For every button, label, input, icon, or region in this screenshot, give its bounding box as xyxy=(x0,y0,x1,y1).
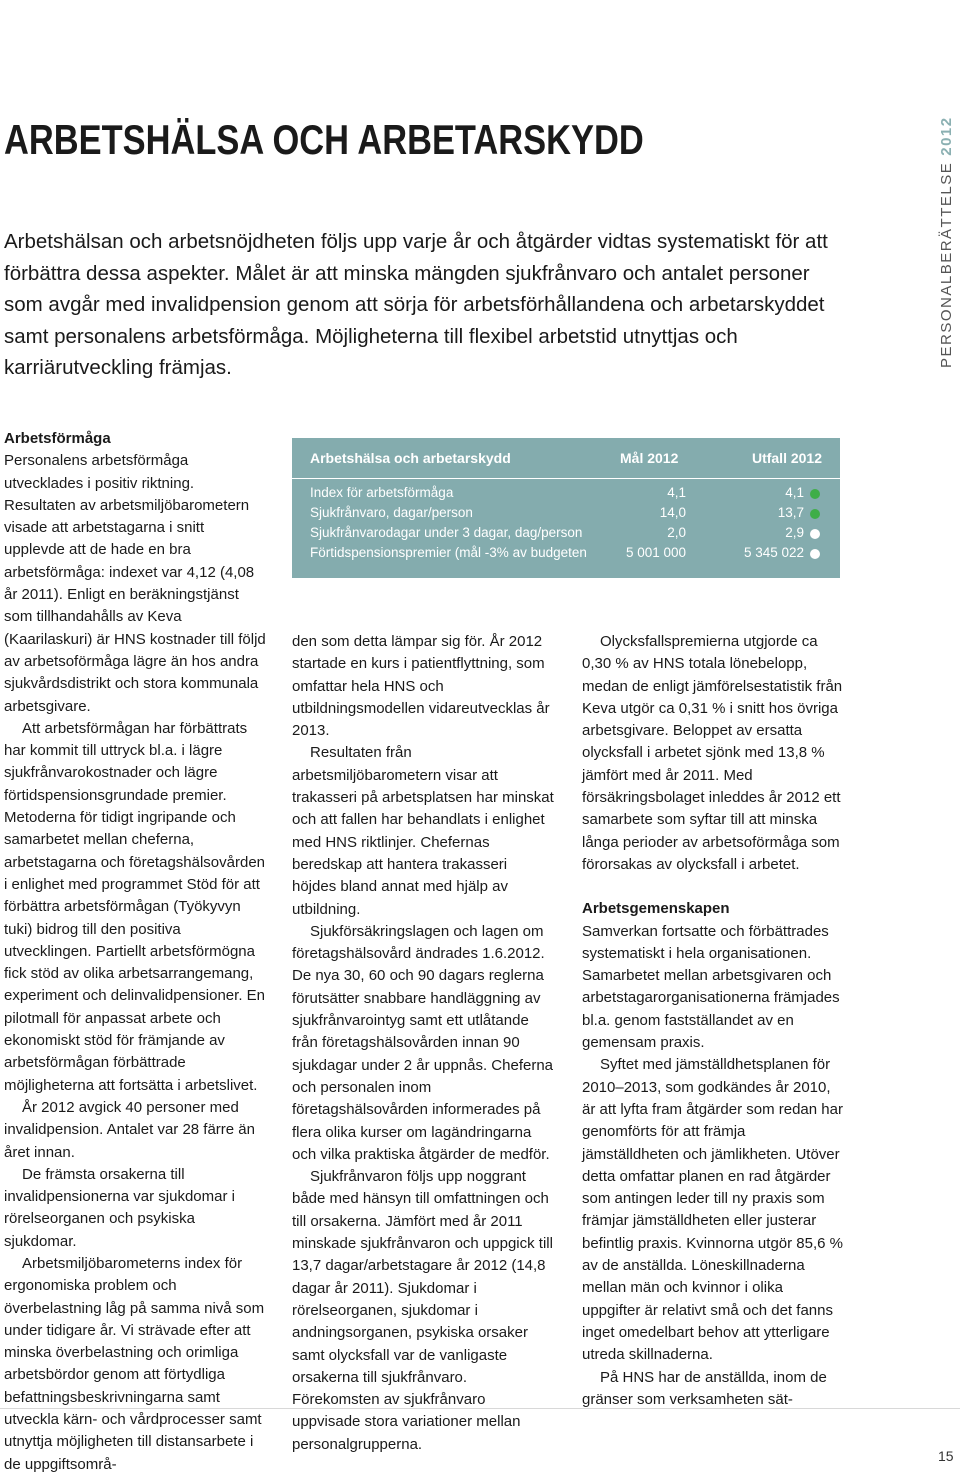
header-goal: Mål 2012 xyxy=(620,450,679,466)
paragraph: Sjukfrånvaron följs upp noggrant både med hänsyn till omfattningen och till orsakerna. Jämfört med år 2011 minskade sjukfrånvaron och uppgick till 13,7 dagar/arbetstagare år 2012 (14,8 dagar år 2011). Sjukdomar i rörelseorganen, sjukdomar i andningsorganen, psykiska orsaker samt olycksfall var de vanligaste orsakerna till sjukfrånvaro. Förekomsten av sjukfrånvaro uppvisade stora variationer mellan personalgrupperna. xyxy=(292,1168,553,1453)
paragraph: Att arbetsförmågan har förbättrats har kommit till uttryck bl.a. i lägre sjukfrånvarokostnader och lägre förtidspensionsgrundade premier. Metoderna för tidigt ingripande och samarbetet mellan cheferna, arbetstagarna och företagshälsovården i enlighet med programmet Stöd för att förbättra arbetsförmågan (Työkyvyn tuki) bidrog till den positiva utvecklingen. Partiellt arbetsförmögna fick stöd av olika arbetsarrangemang, experiment och delinvalidpensioner. En pilotmall för anpassat arbete och ekonomiskt stöd för främjande av arbetsförmågan förbättrade möjligheterna att fortsätta i arbetslivet. xyxy=(4,719,266,1094)
paragraph: Personalens arbetsförmåga utvecklades i positiv riktning. Resultaten av arbetsmiljöbarometern visade att arbetstagarna i snitt upplevde att de hade en bra arbetsförmåga: indexet var 4,12 (4,08 år 2011). Enligt en beräkningstjänst som tillhandahålls av Keva (Kaarilaskuri) är HNS kostnader till följd av arbetsoförmåga lägre än hos andra sjukvårdsdistrikt och stora kommunala arbetsgivare. xyxy=(4,452,266,715)
row-goal: 5 001 000 xyxy=(625,545,686,560)
paragraph: De främsta orsakerna till invalidpensionerna var sjukdomar i rörelseorganen och psykiska sjukdomar. xyxy=(4,1165,235,1250)
row-goal: 2,0 xyxy=(667,525,686,540)
kpi-row xyxy=(292,485,840,505)
kpi-row xyxy=(292,525,840,545)
row-goal: 14,0 xyxy=(659,505,686,520)
paragraph: Arbetsmiljöbarometerns index för ergonomiska problem och överbelastning låg på samma nivå som under tidigare år. Vi strävade efter att minska överbelastning och orimliga arbetsbördor genom att förtydliga befattningsbeskrivningarna samt utveckla kärn- och vårdprocesser samt utnyttja möjligheten till distansarbete i de uppgiftsområ- xyxy=(4,1254,265,1473)
side-label xyxy=(936,116,958,368)
kpi-row xyxy=(292,505,840,525)
header-label: Arbetshälsa och arbetarskydd xyxy=(310,450,511,466)
paragraph: Samverkan fortsatte och förbättrades systematiskt i hela organisationen. Samarbetet mellan arbetsgivaren och arbetstagarorganisationerna främjades bl.a. genom fastställandet av en gemensam praxis. xyxy=(582,922,840,1052)
side-label-year: 2012 xyxy=(938,116,955,156)
kpi-table xyxy=(292,438,840,578)
paragraph: Syftet med jämställdhetsplanen för 2010–2013, som godkändes år 2010, är att lyfta fram åtgärder som redan har genomförts för att främja jämställdheten och jämlikheten. Utöver detta omfattar planen en rad åtgärder som antingen leder till ny praxis som främjar jämställdheten eller justerar befintlig praxis. Kvinnorna utgör 85,6 % av de anställda. Löneskillnaderna mellan män och kvinnor i olika uppgifter är relativt små och det fanns inget omedelbart behov att ytterligare utreda skillnaderna. xyxy=(582,1056,843,1364)
row-outcome: 5 345 022 xyxy=(743,545,804,560)
paragraph: Olycksfallspremierna utgjorde ca 0,30 % av HNS totala lönebelopp, medan de enligt jämförelsestatistik från Keva utgör ca 0,31 % i snitt hos övriga arbetsgivare. Beloppet av ersatta olycksfall i arbetet sjönk med 13,8 % jämfört med år 2011. Med försäkringsbolaget inleddes år 2012 ett samarbete som syftar till att minska långa perioder av arbetsoförmåga som förorsakas av olycksfall i arbetet. xyxy=(582,633,843,873)
row-label: Sjukfrånvaro, dagar/person xyxy=(310,505,473,520)
page-number: 15 xyxy=(938,1448,954,1464)
row-outcome: 4,1 xyxy=(785,485,804,500)
lead-paragraph: Arbetshälsan och arbetsnöjdheten följs upp varje år och åtgärder vidtas systematiskt för att förbättra dessa aspekter. Målet är att minska mängden sjukfrånvaro och antalet personer som avgår med invalidpension genom att sörja för arbetsförhållandena och arbetarskyddet samt personalens arbetsförmåga. Möjligheterna till flexibel arbetstid utnyttjas och karriärutveckling främjas. xyxy=(4,230,828,379)
status-dot-icon xyxy=(810,529,820,539)
column-2 xyxy=(292,631,554,1456)
side-label-text: PERSONALBERÄTTELSE xyxy=(938,161,955,368)
paragraph: Resultaten från arbetsmiljöbarometern visar att trakasseri på arbetsplatsen har minskat och att fallen har behandlats i enlighet med HNS riktlinjer. Chefernas beredskap att hantera trakasseri höjdes bland annat med hjälp av utbildning. xyxy=(292,744,554,918)
row-goal: 4,1 xyxy=(667,485,686,500)
paragraph: den som detta lämpar sig för. År 2012 startade en kurs i patientflyttning, som omfattar hela HNS och utbildningsmodellen vidareutvecklas år 2013. xyxy=(292,633,550,740)
status-dot-icon xyxy=(810,489,820,499)
paragraph: Sjukförsäkringslagen och lagen om företagshälsovård ändrades 1.6.2012. De nya 30, 60 och 90 dagars reglerna förutsätter snabbare handläggning av sjukfrånvarointyg samt ett utlåtande från företagshälsovården innan 90 sjukdagar under 2 år uppnås. Cheferna och personalen inom företagshälsovården informerades på flera olika kurser om lagändringarna och vilka praktiska åtgärder de medför. xyxy=(292,922,554,1163)
row-outcome: 2,9 xyxy=(785,525,804,540)
footer-divider xyxy=(0,1408,960,1409)
column-3 xyxy=(582,631,844,1411)
status-dot-icon xyxy=(810,509,820,519)
kpi-table-header xyxy=(292,438,840,479)
paragraph: År 2012 avgick 40 personer med invalidpension. Antalet var 28 färre än året innan. xyxy=(4,1098,255,1161)
section-heading-arbetsformaga: Arbetsförmåga xyxy=(4,430,111,447)
status-dot-icon xyxy=(810,549,820,559)
paragraph: På HNS har de anställda, inom de gränser som verksamheten sät- xyxy=(582,1368,827,1408)
section-heading-arbetsgemenskapen: Arbetsgemenskapen xyxy=(582,900,730,918)
row-outcome: 13,7 xyxy=(777,505,804,520)
row-label: Index för arbetsförmåga xyxy=(310,485,454,500)
kpi-row xyxy=(292,545,840,565)
header-outcome: Utfall 2012 xyxy=(751,450,822,466)
row-label: Sjukfrånvarodagar under 3 dagar, dag/person xyxy=(310,525,583,540)
column-1 xyxy=(4,428,266,1476)
row-label: Förtidspensionspremier (mål -3% av budgeten xyxy=(310,545,587,560)
page-title: ARBETSHÄLSA OCH ARBETARSKYDD xyxy=(4,116,644,163)
